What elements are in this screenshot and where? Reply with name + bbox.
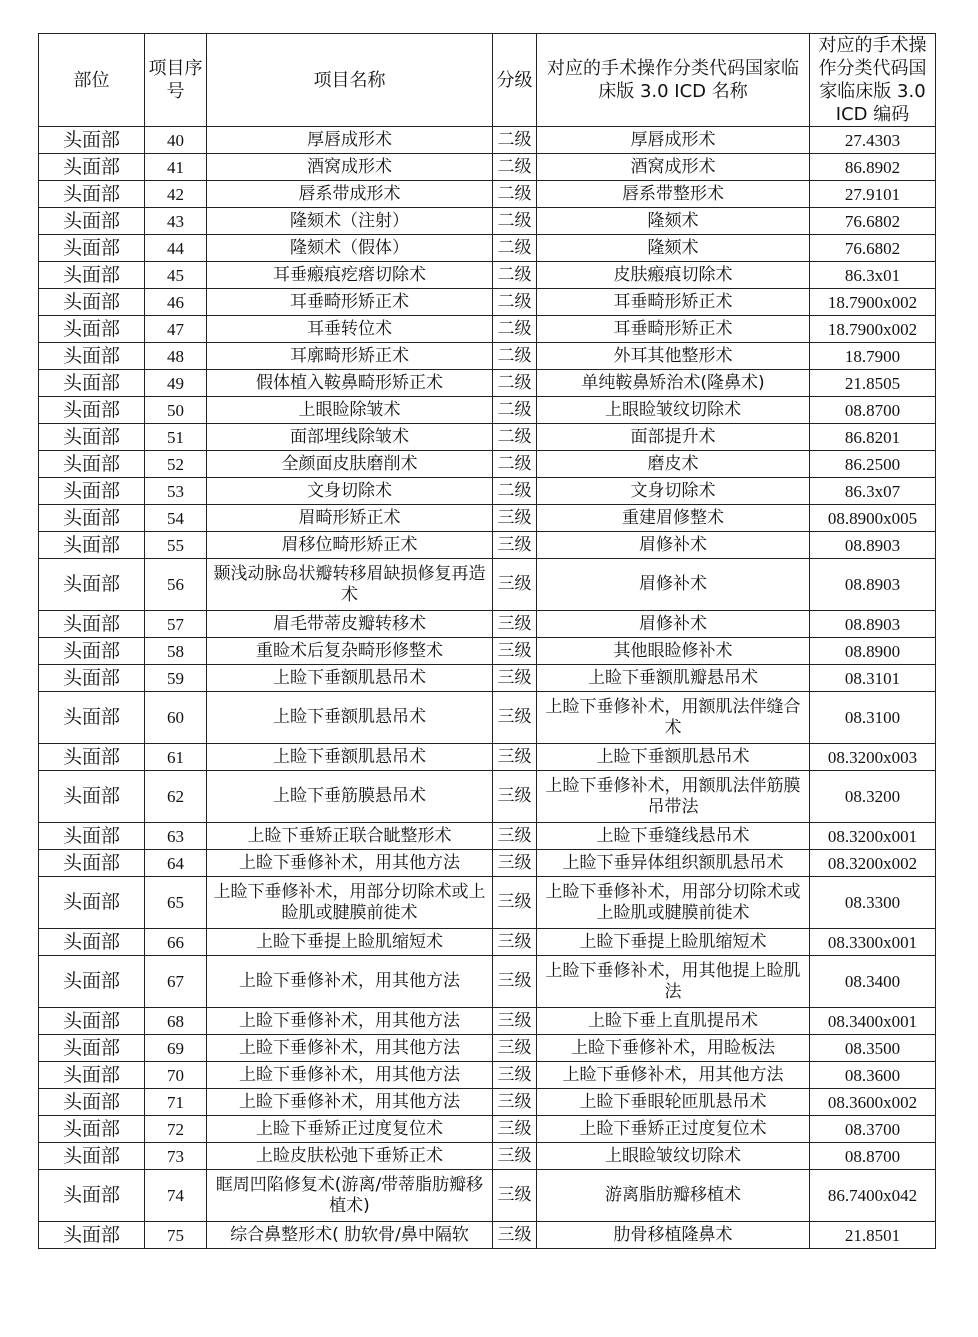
cell-seq: 61 bbox=[145, 744, 207, 771]
cell-region: 头面部 bbox=[39, 665, 145, 692]
cell-project-name: 面部埋线除皱术 bbox=[207, 424, 493, 451]
cell-icd-code: 86.7400x042 bbox=[810, 1170, 936, 1222]
table-row bbox=[39, 424, 936, 451]
cell-icd-code: 18.7900x002 bbox=[810, 289, 936, 316]
cell-icd-name: 上睑下垂上直肌提吊术 bbox=[537, 1008, 810, 1035]
cell-icd-name: 游离脂肪瓣移植术 bbox=[537, 1170, 810, 1222]
cell-icd-code: 08.3101 bbox=[810, 665, 936, 692]
cell-region: 头面部 bbox=[39, 929, 145, 956]
cell-seq: 58 bbox=[145, 638, 207, 665]
cell-region: 头面部 bbox=[39, 638, 145, 665]
table-row bbox=[39, 1008, 936, 1035]
cell-grade: 三级 bbox=[493, 823, 537, 850]
cell-project-name: 假体植入鞍鼻畸形矫正术 bbox=[207, 370, 493, 397]
cell-region: 头面部 bbox=[39, 127, 145, 154]
cell-grade: 三级 bbox=[493, 611, 537, 638]
cell-icd-code: 08.8900 bbox=[810, 638, 936, 665]
table-row bbox=[39, 451, 936, 478]
cell-seq: 55 bbox=[145, 532, 207, 559]
cell-grade: 三级 bbox=[493, 877, 537, 929]
cell-project-name: 上睑下垂修补术，用其他方法 bbox=[207, 1035, 493, 1062]
cell-grade: 三级 bbox=[493, 744, 537, 771]
cell-icd-name: 唇系带整形术 bbox=[537, 181, 810, 208]
cell-region: 头面部 bbox=[39, 262, 145, 289]
cell-grade: 三级 bbox=[493, 665, 537, 692]
cell-grade: 二级 bbox=[493, 370, 537, 397]
cell-icd-code: 76.6802 bbox=[810, 235, 936, 262]
cell-project-name: 文身切除术 bbox=[207, 478, 493, 505]
cell-icd-code: 86.8902 bbox=[810, 154, 936, 181]
cell-grade: 三级 bbox=[493, 1008, 537, 1035]
table-row bbox=[39, 1116, 936, 1143]
cell-grade: 三级 bbox=[493, 559, 537, 611]
cell-icd-code: 08.3400x001 bbox=[810, 1008, 936, 1035]
cell-region: 头面部 bbox=[39, 850, 145, 877]
cell-grade: 二级 bbox=[493, 208, 537, 235]
cell-grade: 三级 bbox=[493, 956, 537, 1008]
cell-icd-name: 耳垂畸形矫正术 bbox=[537, 289, 810, 316]
cell-seq: 41 bbox=[145, 154, 207, 181]
cell-region: 头面部 bbox=[39, 1116, 145, 1143]
cell-seq: 72 bbox=[145, 1116, 207, 1143]
cell-project-name: 综合鼻整形术( 肋软骨/鼻中隔软 bbox=[207, 1222, 493, 1249]
table-row bbox=[39, 1035, 936, 1062]
cell-grade: 三级 bbox=[493, 929, 537, 956]
cell-icd-code: 08.8903 bbox=[810, 532, 936, 559]
cell-project-name: 上睑下垂矫正过度复位术 bbox=[207, 1116, 493, 1143]
cell-project-name: 上睑下垂修补术，用其他方法 bbox=[207, 850, 493, 877]
cell-project-name: 上睑皮肤松弛下垂矫正术 bbox=[207, 1143, 493, 1170]
table-row bbox=[39, 478, 936, 505]
cell-region: 头面部 bbox=[39, 289, 145, 316]
cell-project-name: 上眼睑除皱术 bbox=[207, 397, 493, 424]
cell-icd-code: 08.3200x003 bbox=[810, 744, 936, 771]
cell-region: 头面部 bbox=[39, 877, 145, 929]
cell-icd-name: 上睑下垂提上睑肌缩短术 bbox=[537, 929, 810, 956]
cell-project-name: 上睑下垂修补术，用其他方法 bbox=[207, 956, 493, 1008]
table-row bbox=[39, 1222, 936, 1249]
cell-seq: 52 bbox=[145, 451, 207, 478]
cell-project-name: 上睑下垂提上睑肌缩短术 bbox=[207, 929, 493, 956]
cell-grade: 二级 bbox=[493, 235, 537, 262]
cell-project-name: 重睑术后复杂畸形修整术 bbox=[207, 638, 493, 665]
cell-region: 头面部 bbox=[39, 1008, 145, 1035]
cell-icd-code: 21.8505 bbox=[810, 370, 936, 397]
cell-region: 头面部 bbox=[39, 316, 145, 343]
cell-icd-code: 08.3300 bbox=[810, 877, 936, 929]
table-row bbox=[39, 771, 936, 823]
table-header bbox=[39, 34, 936, 127]
cell-region: 头面部 bbox=[39, 1170, 145, 1222]
table-row bbox=[39, 638, 936, 665]
cell-project-name: 隆颏术（注射） bbox=[207, 208, 493, 235]
cell-icd-code: 08.8700 bbox=[810, 397, 936, 424]
header-icd-name: 对应的手术操作分类代码国家临床版 3.0 ICD 名称 bbox=[537, 34, 810, 127]
cell-icd-code: 08.8700 bbox=[810, 1143, 936, 1170]
cell-seq: 60 bbox=[145, 692, 207, 744]
cell-icd-code: 08.8903 bbox=[810, 559, 936, 611]
cell-grade: 三级 bbox=[493, 1222, 537, 1249]
cell-region: 头面部 bbox=[39, 1089, 145, 1116]
cell-icd-code: 08.3600 bbox=[810, 1062, 936, 1089]
cell-project-name: 耳垂畸形矫正术 bbox=[207, 289, 493, 316]
cell-icd-code: 86.3x01 bbox=[810, 262, 936, 289]
cell-seq: 54 bbox=[145, 505, 207, 532]
table-row bbox=[39, 823, 936, 850]
cell-region: 头面部 bbox=[39, 1143, 145, 1170]
cell-icd-name: 眉修补术 bbox=[537, 532, 810, 559]
cell-project-name: 耳廓畸形矫正术 bbox=[207, 343, 493, 370]
cell-icd-name: 上睑下垂修补术，用睑板法 bbox=[537, 1035, 810, 1062]
cell-region: 头面部 bbox=[39, 397, 145, 424]
cell-icd-name: 其他眼睑修补术 bbox=[537, 638, 810, 665]
table-row bbox=[39, 343, 936, 370]
cell-icd-name: 酒窝成形术 bbox=[537, 154, 810, 181]
cell-seq: 47 bbox=[145, 316, 207, 343]
cell-region: 头面部 bbox=[39, 451, 145, 478]
header-seq: 项目序号 bbox=[145, 34, 207, 127]
table-row bbox=[39, 956, 936, 1008]
cell-grade: 三级 bbox=[493, 532, 537, 559]
cell-grade: 二级 bbox=[493, 397, 537, 424]
cell-seq: 64 bbox=[145, 850, 207, 877]
header-region: 部位 bbox=[39, 34, 145, 127]
cell-grade: 二级 bbox=[493, 181, 537, 208]
cell-icd-name: 皮肤瘢痕切除术 bbox=[537, 262, 810, 289]
header-icd-code: 对应的手术操作分类代码国家临床版 3.0 ICD 编码 bbox=[810, 34, 936, 127]
cell-seq: 44 bbox=[145, 235, 207, 262]
cell-project-name: 上睑下垂筋膜悬吊术 bbox=[207, 771, 493, 823]
cell-grade: 三级 bbox=[493, 692, 537, 744]
cell-icd-code: 86.2500 bbox=[810, 451, 936, 478]
cell-grade: 三级 bbox=[493, 1170, 537, 1222]
cell-region: 头面部 bbox=[39, 1062, 145, 1089]
cell-seq: 68 bbox=[145, 1008, 207, 1035]
cell-icd-name: 上睑下垂异体组织额肌悬吊术 bbox=[537, 850, 810, 877]
cell-grade: 三级 bbox=[493, 1143, 537, 1170]
cell-icd-name: 肋骨移植隆鼻术 bbox=[537, 1222, 810, 1249]
cell-seq: 74 bbox=[145, 1170, 207, 1222]
cell-region: 头面部 bbox=[39, 181, 145, 208]
cell-icd-code: 08.3500 bbox=[810, 1035, 936, 1062]
cell-region: 头面部 bbox=[39, 154, 145, 181]
table-row bbox=[39, 559, 936, 611]
table-row bbox=[39, 929, 936, 956]
cell-seq: 69 bbox=[145, 1035, 207, 1062]
cell-seq: 56 bbox=[145, 559, 207, 611]
cell-region: 头面部 bbox=[39, 823, 145, 850]
table-row bbox=[39, 1143, 936, 1170]
cell-seq: 50 bbox=[145, 397, 207, 424]
table-row bbox=[39, 532, 936, 559]
cell-icd-name: 上睑下垂眼轮匝肌悬吊术 bbox=[537, 1089, 810, 1116]
cell-seq: 67 bbox=[145, 956, 207, 1008]
table-row bbox=[39, 397, 936, 424]
cell-project-name: 上睑下垂额肌悬吊术 bbox=[207, 692, 493, 744]
table-row bbox=[39, 1062, 936, 1089]
cell-seq: 57 bbox=[145, 611, 207, 638]
cell-project-name: 眶周凹陷修复术(游离/带蒂脂肪瓣移植术) bbox=[207, 1170, 493, 1222]
table-row bbox=[39, 744, 936, 771]
cell-icd-name: 文身切除术 bbox=[537, 478, 810, 505]
cell-icd-name: 面部提升术 bbox=[537, 424, 810, 451]
cell-seq: 51 bbox=[145, 424, 207, 451]
cell-region: 头面部 bbox=[39, 424, 145, 451]
cell-project-name: 耳垂转位术 bbox=[207, 316, 493, 343]
cell-icd-name: 隆颏术 bbox=[537, 235, 810, 262]
table-row bbox=[39, 370, 936, 397]
cell-icd-name: 眉修补术 bbox=[537, 559, 810, 611]
cell-grade: 三级 bbox=[493, 1089, 537, 1116]
cell-project-name: 上睑下垂修补术，用其他方法 bbox=[207, 1062, 493, 1089]
cell-icd-code: 27.9101 bbox=[810, 181, 936, 208]
cell-grade: 三级 bbox=[493, 1035, 537, 1062]
cell-seq: 53 bbox=[145, 478, 207, 505]
table-row bbox=[39, 692, 936, 744]
table-row bbox=[39, 262, 936, 289]
cell-seq: 49 bbox=[145, 370, 207, 397]
cell-icd-name: 上睑下垂修补术，用部分切除术或上睑肌或腱膜前徙术 bbox=[537, 877, 810, 929]
procedure-table bbox=[38, 33, 936, 1249]
table-row bbox=[39, 127, 936, 154]
cell-seq: 45 bbox=[145, 262, 207, 289]
cell-region: 头面部 bbox=[39, 956, 145, 1008]
cell-icd-code: 86.8201 bbox=[810, 424, 936, 451]
cell-icd-code: 08.8903 bbox=[810, 611, 936, 638]
cell-icd-name: 上眼睑皱纹切除术 bbox=[537, 397, 810, 424]
cell-icd-code: 27.4303 bbox=[810, 127, 936, 154]
cell-region: 头面部 bbox=[39, 478, 145, 505]
cell-seq: 43 bbox=[145, 208, 207, 235]
header-name: 项目名称 bbox=[207, 34, 493, 127]
cell-icd-code: 76.6802 bbox=[810, 208, 936, 235]
cell-grade: 三级 bbox=[493, 1116, 537, 1143]
cell-project-name: 唇系带成形术 bbox=[207, 181, 493, 208]
table-row bbox=[39, 665, 936, 692]
cell-project-name: 耳垂瘢痕疙瘩切除术 bbox=[207, 262, 493, 289]
table-body bbox=[39, 127, 936, 1249]
cell-seq: 70 bbox=[145, 1062, 207, 1089]
cell-icd-name: 上睑下垂修补术，用额肌法伴缝合术 bbox=[537, 692, 810, 744]
cell-grade: 三级 bbox=[493, 771, 537, 823]
cell-region: 头面部 bbox=[39, 1222, 145, 1249]
cell-grade: 二级 bbox=[493, 424, 537, 451]
cell-grade: 二级 bbox=[493, 127, 537, 154]
cell-icd-code: 08.3200x002 bbox=[810, 850, 936, 877]
table-row bbox=[39, 181, 936, 208]
table-row bbox=[39, 154, 936, 181]
cell-icd-code: 86.3x07 bbox=[810, 478, 936, 505]
cell-icd-name: 外耳其他整形术 bbox=[537, 343, 810, 370]
cell-seq: 48 bbox=[145, 343, 207, 370]
cell-seq: 65 bbox=[145, 877, 207, 929]
cell-icd-name: 上眼睑皱纹切除术 bbox=[537, 1143, 810, 1170]
cell-seq: 66 bbox=[145, 929, 207, 956]
table-row bbox=[39, 316, 936, 343]
cell-icd-code: 21.8501 bbox=[810, 1222, 936, 1249]
cell-seq: 73 bbox=[145, 1143, 207, 1170]
cell-region: 头面部 bbox=[39, 771, 145, 823]
cell-icd-name: 上睑下垂修补术，用其他提上睑肌法 bbox=[537, 956, 810, 1008]
cell-region: 头面部 bbox=[39, 370, 145, 397]
cell-project-name: 酒窝成形术 bbox=[207, 154, 493, 181]
cell-project-name: 厚唇成形术 bbox=[207, 127, 493, 154]
cell-icd-code: 08.3400 bbox=[810, 956, 936, 1008]
cell-icd-code: 08.3300x001 bbox=[810, 929, 936, 956]
cell-grade: 二级 bbox=[493, 262, 537, 289]
cell-project-name: 上睑下垂修补术，用其他方法 bbox=[207, 1089, 493, 1116]
cell-project-name: 眉移位畸形矫正术 bbox=[207, 532, 493, 559]
cell-icd-name: 磨皮术 bbox=[537, 451, 810, 478]
cell-seq: 62 bbox=[145, 771, 207, 823]
table-row bbox=[39, 611, 936, 638]
table-row bbox=[39, 1089, 936, 1116]
cell-icd-code: 18.7900x002 bbox=[810, 316, 936, 343]
cell-region: 头面部 bbox=[39, 235, 145, 262]
cell-icd-name: 隆颏术 bbox=[537, 208, 810, 235]
cell-grade: 二级 bbox=[493, 316, 537, 343]
cell-seq: 75 bbox=[145, 1222, 207, 1249]
cell-region: 头面部 bbox=[39, 532, 145, 559]
cell-icd-code: 08.3200 bbox=[810, 771, 936, 823]
cell-seq: 42 bbox=[145, 181, 207, 208]
cell-project-name: 眉毛带蒂皮瓣转移术 bbox=[207, 611, 493, 638]
cell-icd-name: 眉修补术 bbox=[537, 611, 810, 638]
table-row bbox=[39, 1170, 936, 1222]
cell-icd-name: 上睑下垂额肌悬吊术 bbox=[537, 744, 810, 771]
cell-icd-name: 上睑下垂矫正过度复位术 bbox=[537, 1116, 810, 1143]
cell-project-name: 上睑下垂额肌悬吊术 bbox=[207, 665, 493, 692]
cell-region: 头面部 bbox=[39, 559, 145, 611]
cell-grade: 二级 bbox=[493, 478, 537, 505]
table-row bbox=[39, 289, 936, 316]
cell-icd-name: 上睑下垂修补术，用额肌法伴筋膜吊带法 bbox=[537, 771, 810, 823]
cell-icd-code: 08.8900x005 bbox=[810, 505, 936, 532]
cell-project-name: 颞浅动脉岛状瓣转移眉缺损修复再造术 bbox=[207, 559, 493, 611]
cell-grade: 二级 bbox=[493, 343, 537, 370]
cell-region: 头面部 bbox=[39, 343, 145, 370]
cell-project-name: 上睑下垂矫正联合眦整形术 bbox=[207, 823, 493, 850]
cell-icd-name: 上睑下垂缝线悬吊术 bbox=[537, 823, 810, 850]
cell-project-name: 上睑下垂修补术，用其他方法 bbox=[207, 1008, 493, 1035]
cell-project-name: 上睑下垂额肌悬吊术 bbox=[207, 744, 493, 771]
cell-region: 头面部 bbox=[39, 505, 145, 532]
cell-icd-name: 单纯鞍鼻矫治术(隆鼻术) bbox=[537, 370, 810, 397]
cell-icd-code: 08.3600x002 bbox=[810, 1089, 936, 1116]
table-row bbox=[39, 235, 936, 262]
cell-project-name: 眉畸形矫正术 bbox=[207, 505, 493, 532]
cell-icd-name: 上睑下垂修补术，用其他方法 bbox=[537, 1062, 810, 1089]
cell-grade: 三级 bbox=[493, 638, 537, 665]
cell-grade: 二级 bbox=[493, 289, 537, 316]
table-row bbox=[39, 850, 936, 877]
cell-icd-code: 08.3200x001 bbox=[810, 823, 936, 850]
header-grade: 分级 bbox=[493, 34, 537, 127]
cell-region: 头面部 bbox=[39, 208, 145, 235]
cell-grade: 三级 bbox=[493, 1062, 537, 1089]
cell-icd-code: 08.3700 bbox=[810, 1116, 936, 1143]
cell-seq: 63 bbox=[145, 823, 207, 850]
cell-region: 头面部 bbox=[39, 611, 145, 638]
cell-grade: 二级 bbox=[493, 451, 537, 478]
cell-seq: 40 bbox=[145, 127, 207, 154]
cell-icd-code: 18.7900 bbox=[810, 343, 936, 370]
cell-grade: 二级 bbox=[493, 154, 537, 181]
cell-icd-name: 耳垂畸形矫正术 bbox=[537, 316, 810, 343]
cell-icd-name: 厚唇成形术 bbox=[537, 127, 810, 154]
cell-icd-name: 上睑下垂额肌瓣悬吊术 bbox=[537, 665, 810, 692]
cell-project-name: 隆颏术（假体） bbox=[207, 235, 493, 262]
table-row bbox=[39, 505, 936, 532]
cell-grade: 三级 bbox=[493, 850, 537, 877]
cell-project-name: 全颜面皮肤磨削术 bbox=[207, 451, 493, 478]
cell-icd-code: 08.3100 bbox=[810, 692, 936, 744]
cell-seq: 71 bbox=[145, 1089, 207, 1116]
cell-region: 头面部 bbox=[39, 744, 145, 771]
cell-project-name: 上睑下垂修补术，用部分切除术或上睑肌或腱膜前徙术 bbox=[207, 877, 493, 929]
cell-seq: 46 bbox=[145, 289, 207, 316]
cell-region: 头面部 bbox=[39, 1035, 145, 1062]
cell-grade: 三级 bbox=[493, 505, 537, 532]
header-row bbox=[39, 34, 936, 127]
cell-region: 头面部 bbox=[39, 692, 145, 744]
cell-seq: 59 bbox=[145, 665, 207, 692]
table-row bbox=[39, 877, 936, 929]
table-row bbox=[39, 208, 936, 235]
cell-icd-name: 重建眉修整术 bbox=[537, 505, 810, 532]
